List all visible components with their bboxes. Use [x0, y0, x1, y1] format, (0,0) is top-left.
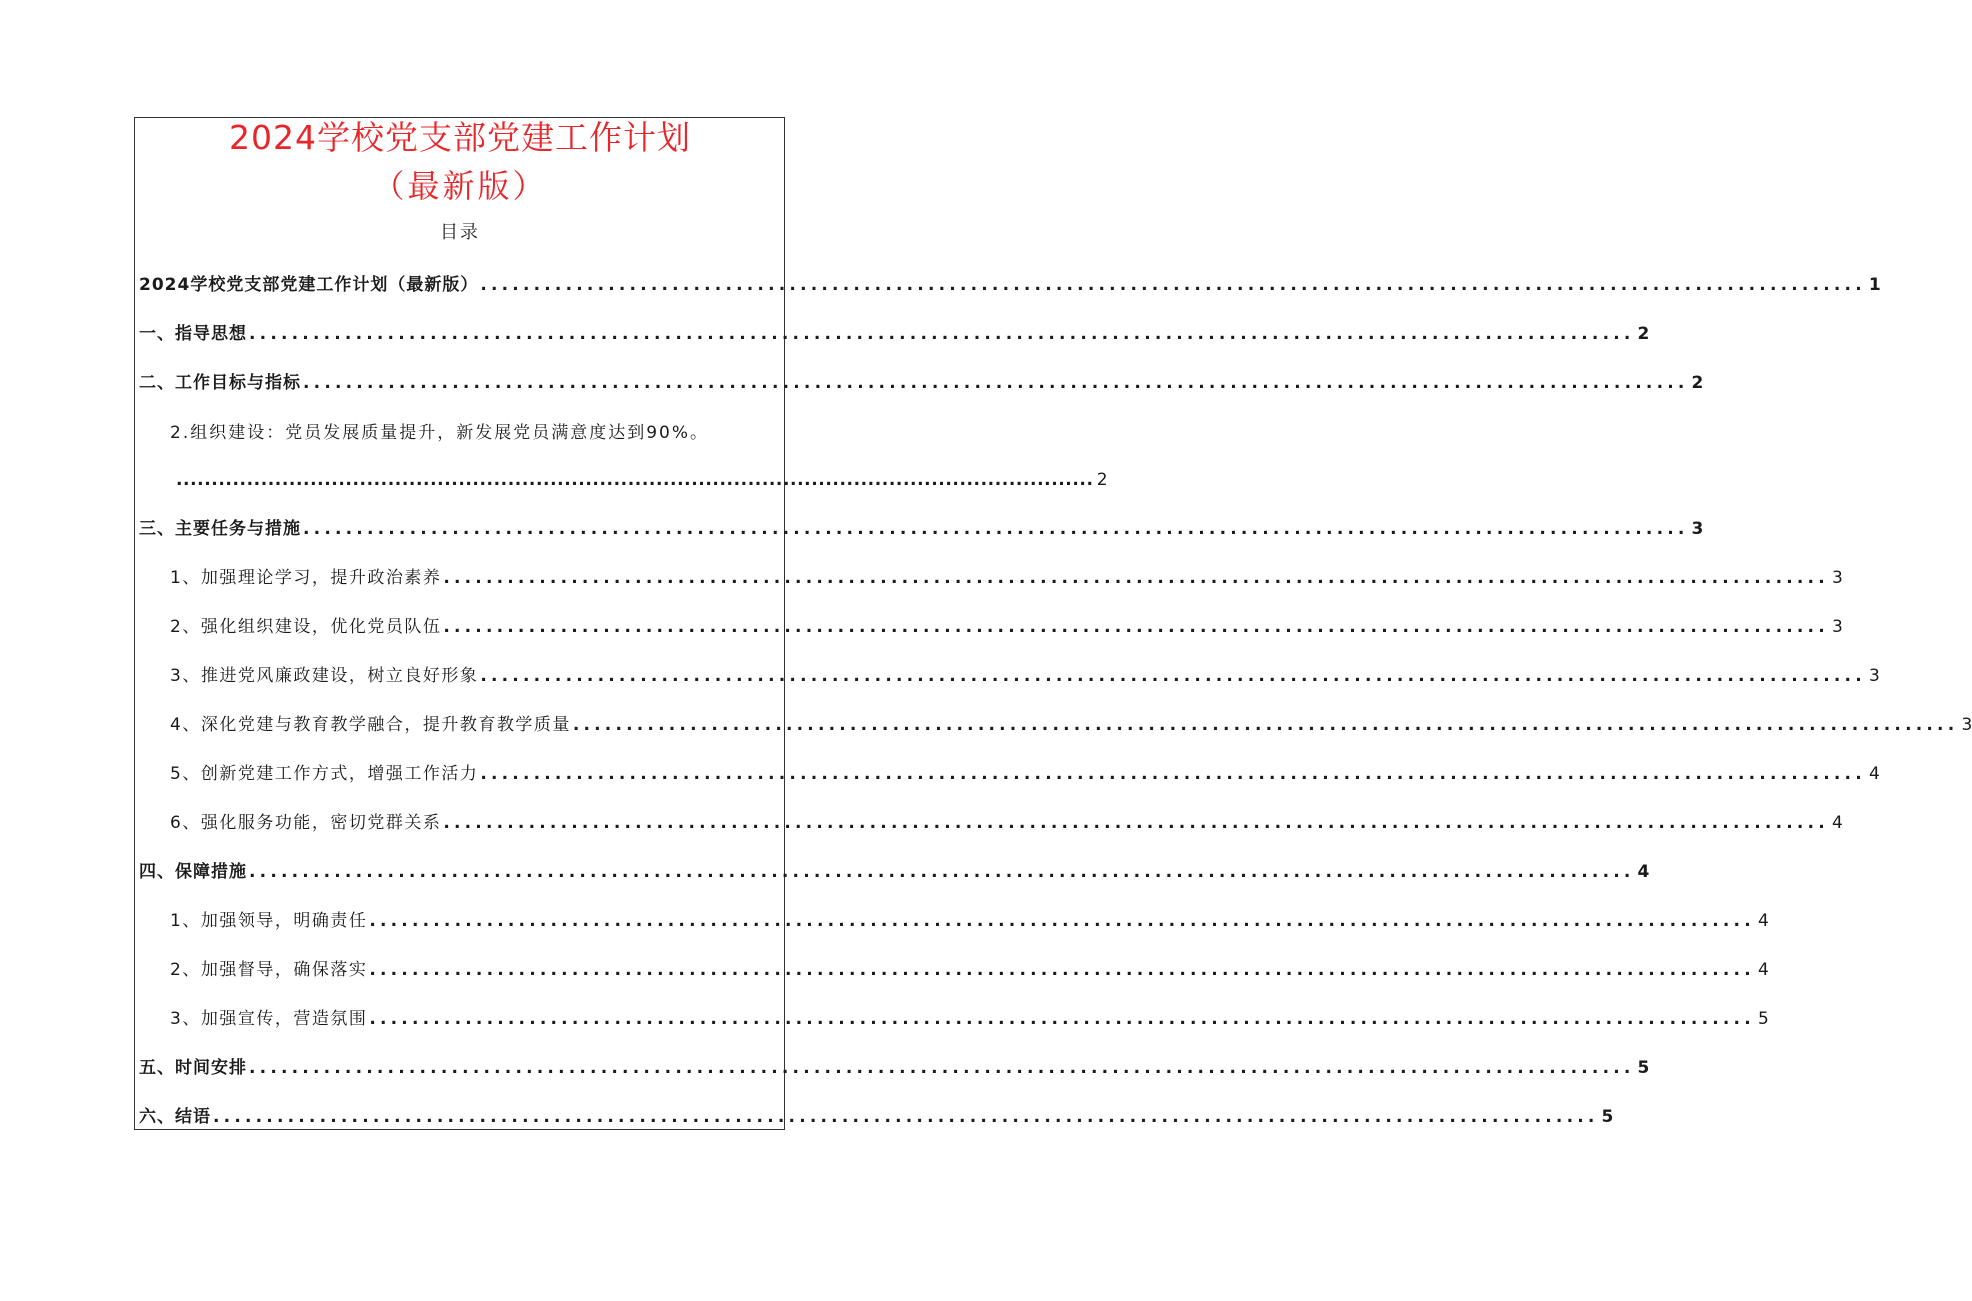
toc-entry-text: 2、强化组织建设，优化党员队伍	[170, 617, 442, 637]
toc-leader-dots: ..................................................................................................................................	[369, 911, 1755, 931]
toc-leader-dots: ..................................................................................................................................	[443, 813, 1829, 833]
toc-entry-text: 1、加强理论学习，提升政治素养	[170, 568, 442, 588]
toc-leader-dots: ..................................................................................................................................	[303, 519, 1689, 539]
toc-leader-dots: ..................................................................................................................................	[213, 1107, 1599, 1127]
toc-entry-publicity[interactable]	[170, 1004, 1769, 1034]
document-title: 2024学校党支部党建工作计划	[229, 118, 691, 157]
toc-page-number: 4	[1832, 813, 1843, 833]
toc-entry-text: 2024学校党支部党建工作计划（最新版）	[139, 275, 479, 295]
toc-entry-text: 二、工作目标与指标	[139, 373, 301, 393]
toc-entry-theory-study[interactable]	[170, 563, 1843, 593]
toc-entry-text: 5、创新党建工作方式，增强工作活力	[170, 764, 479, 784]
toc-leader-dots: ..................................................................................................................................	[480, 666, 1866, 686]
toc-leader-dots: ..................................................................................................................................	[249, 324, 1635, 344]
toc-entry-main-tasks[interactable]	[139, 514, 1704, 544]
toc-entry-text: 6、强化服务功能，密切党群关系	[170, 813, 442, 833]
toc-entry-service[interactable]	[170, 808, 1843, 838]
toc-entry-title[interactable]	[139, 270, 1881, 300]
toc-page-number: 5	[1637, 1058, 1650, 1078]
toc-entry-text: 四、保障措施	[139, 862, 247, 882]
toc-page-number: 3	[1832, 617, 1843, 637]
toc-page-number: 4	[1758, 960, 1769, 980]
toc-entry-integrity[interactable]	[170, 661, 1880, 691]
toc-entry-leadership[interactable]	[170, 906, 1769, 936]
toc-page-number: 2	[1637, 324, 1650, 344]
toc-entry-text: 六、结语	[139, 1107, 211, 1127]
toc-entry-org-building[interactable]	[170, 465, 1108, 495]
toc-entry-text: 3、加强宣传，营造氛围	[170, 1009, 368, 1029]
toc-entry-schedule[interactable]	[139, 1053, 1650, 1083]
toc-page-number: 3	[1832, 568, 1843, 588]
toc-entry-text: 一、指导思想	[139, 324, 247, 344]
toc-leader-dots: ..................................................................................................................................	[443, 617, 1829, 637]
toc-page-number: 4	[1869, 764, 1880, 784]
toc-entry-goals[interactable]	[139, 368, 1704, 398]
toc-page-number: 5	[1601, 1107, 1614, 1127]
toc-leader-dots: ..................................................................................................................................	[249, 862, 1635, 882]
toc-page-number: 5	[1758, 1009, 1769, 1029]
toc-entry-org-building-text[interactable]: 2.组织建设：党员发展质量提升，新发展党员满意度达到90%。	[170, 423, 710, 443]
toc-page-number: 4	[1758, 911, 1769, 931]
toc-heading: 目录	[440, 222, 480, 243]
toc-entry-text: 三、主要任务与措施	[139, 519, 301, 539]
toc-leader-dots: ..................................................................................................................................	[249, 1058, 1635, 1078]
toc-entry-text: 五、时间安排	[139, 1058, 247, 1078]
toc-leader-dots: ..................................................................................................................................	[176, 470, 1094, 490]
toc-page-number: 3	[1961, 715, 1972, 735]
toc-entry-text: 4、深化党建与教育教学融合，提升教育教学质量	[170, 715, 571, 735]
document-subtitle: （最新版）	[372, 167, 548, 205]
toc-leader-dots: ..................................................................................................................................	[303, 373, 1689, 393]
toc-entry-education-integration[interactable]	[170, 710, 1972, 740]
toc-entry-text: 3、推进党风廉政建设，树立良好形象	[170, 666, 479, 686]
toc-leader-dots: ..................................................................................................................................	[480, 275, 1866, 295]
toc-page-number: 1	[1868, 275, 1881, 295]
toc-page-number: 4	[1637, 862, 1650, 882]
toc-page-number: 3	[1869, 666, 1880, 686]
toc-entry-safeguards[interactable]	[139, 857, 1650, 887]
toc-page-number: 2	[1691, 373, 1704, 393]
toc-leader-dots: ..................................................................................................................................	[369, 1009, 1755, 1029]
toc-entry-supervision[interactable]	[170, 955, 1769, 985]
toc-page-number: 3	[1691, 519, 1704, 539]
toc-page-number: 2	[1096, 470, 1108, 490]
toc-entry-conclusion[interactable]	[139, 1102, 1614, 1132]
toc-entry-text: 2、加强督导，确保落实	[170, 960, 368, 980]
toc-entry-guiding-thought[interactable]	[139, 319, 1650, 349]
toc-leader-dots: ..................................................................................................................................	[572, 715, 1959, 735]
toc-entry-org-strengthen[interactable]	[170, 612, 1843, 642]
toc-entry-text: 1、加强领导，明确责任	[170, 911, 368, 931]
toc-leader-dots: ..................................................................................................................................	[369, 960, 1755, 980]
toc-leader-dots: ..................................................................................................................................	[443, 568, 1829, 588]
toc-entry-innovation[interactable]	[170, 759, 1880, 789]
toc-leader-dots: ..................................................................................................................................	[480, 764, 1866, 784]
